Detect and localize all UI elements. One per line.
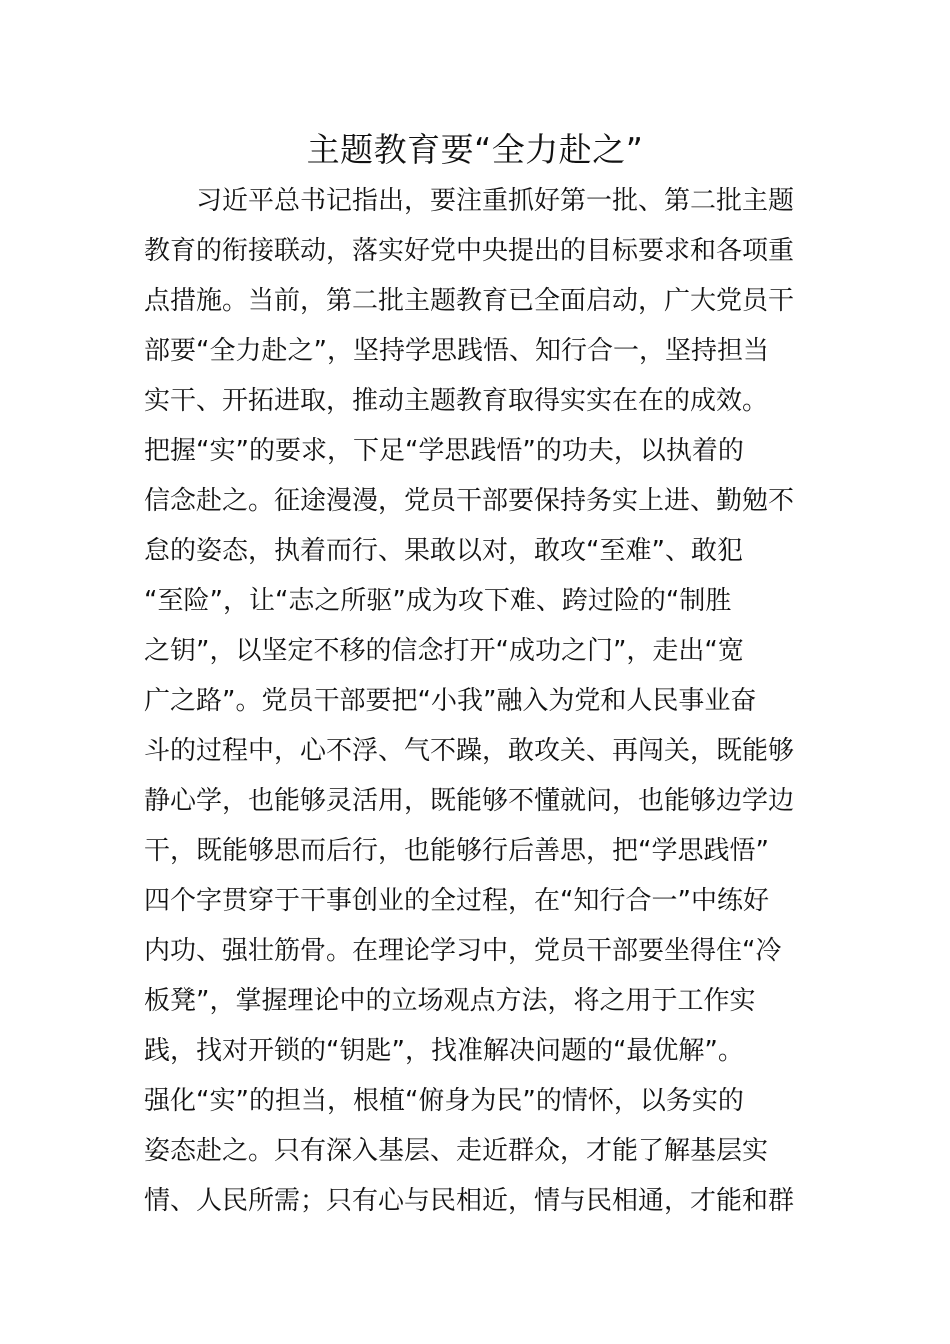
- body-line: 强化“实”的担当，根植“俯身为民”的情怀，以务实的: [144, 1086, 744, 1116]
- body-line: 情、人民所需；只有心与民相近，情与民相通，才能和群: [144, 1186, 795, 1216]
- body-line: 信念赴之。征途漫漫，党员干部要保持务实上进、勤勉不: [144, 486, 795, 516]
- body-line: 部要“全力赴之”，坚持学思践悟、知行合一，坚持担当: [144, 336, 769, 366]
- body-line: 四个字贯穿于干事创业的全过程，在“知行合一”中练好: [144, 886, 769, 916]
- body-line: 广之路”。党员干部要把“小我”融入为党和人民事业奋: [144, 686, 757, 716]
- document-title: 主题教育要“全力赴之”: [306, 130, 644, 169]
- body-line: 把握“实”的要求，下足“学思践悟”的功夫，以执着的: [144, 436, 744, 466]
- body-line: 姿态赴之。只有深入基层、走近群众，才能了解基层实: [144, 1136, 769, 1166]
- body-line: 斗的过程中，心不浮、气不躁，敢攻关、再闯关，既能够: [144, 736, 795, 766]
- body-line: 板凳”，掌握理论中的立场观点方法，将之用于工作实: [144, 986, 756, 1016]
- body-line: 践，找对开锁的“钥匙”，找准解决问题的“最优解”。: [144, 1036, 744, 1066]
- body-line: “至险”，让“志之所驱”成为攻下难、跨过险的“制胜: [144, 586, 732, 616]
- body-line: 内功、强壮筋骨。在理论学习中，党员干部要坐得住“冷: [144, 936, 782, 966]
- body-line: 怠的姿态，执着而行、果敢以对，敢攻“至难”、敢犯: [144, 536, 743, 566]
- body-line: 习近平总书记指出，要注重抓好第一批、第二批主题: [144, 186, 795, 216]
- body-line: 静心学，也能够灵活用，既能够不懂就问，也能够边学边: [144, 786, 795, 816]
- body-line: 之钥”，以坚定不移的信念打开“成功之门”，走出“宽: [144, 636, 744, 666]
- body-line: 实干、开拓进取，推动主题教育取得实实在在的成效。: [144, 386, 769, 416]
- body-line: 教育的衔接联动，落实好党中央提出的目标要求和各项重: [144, 236, 795, 266]
- body-line: 干，既能够思而后行，也能够行后善思，把“学思践悟”: [144, 836, 769, 866]
- body-line: 点措施。当前，第二批主题教育已全面启动，广大党员干: [144, 286, 795, 316]
